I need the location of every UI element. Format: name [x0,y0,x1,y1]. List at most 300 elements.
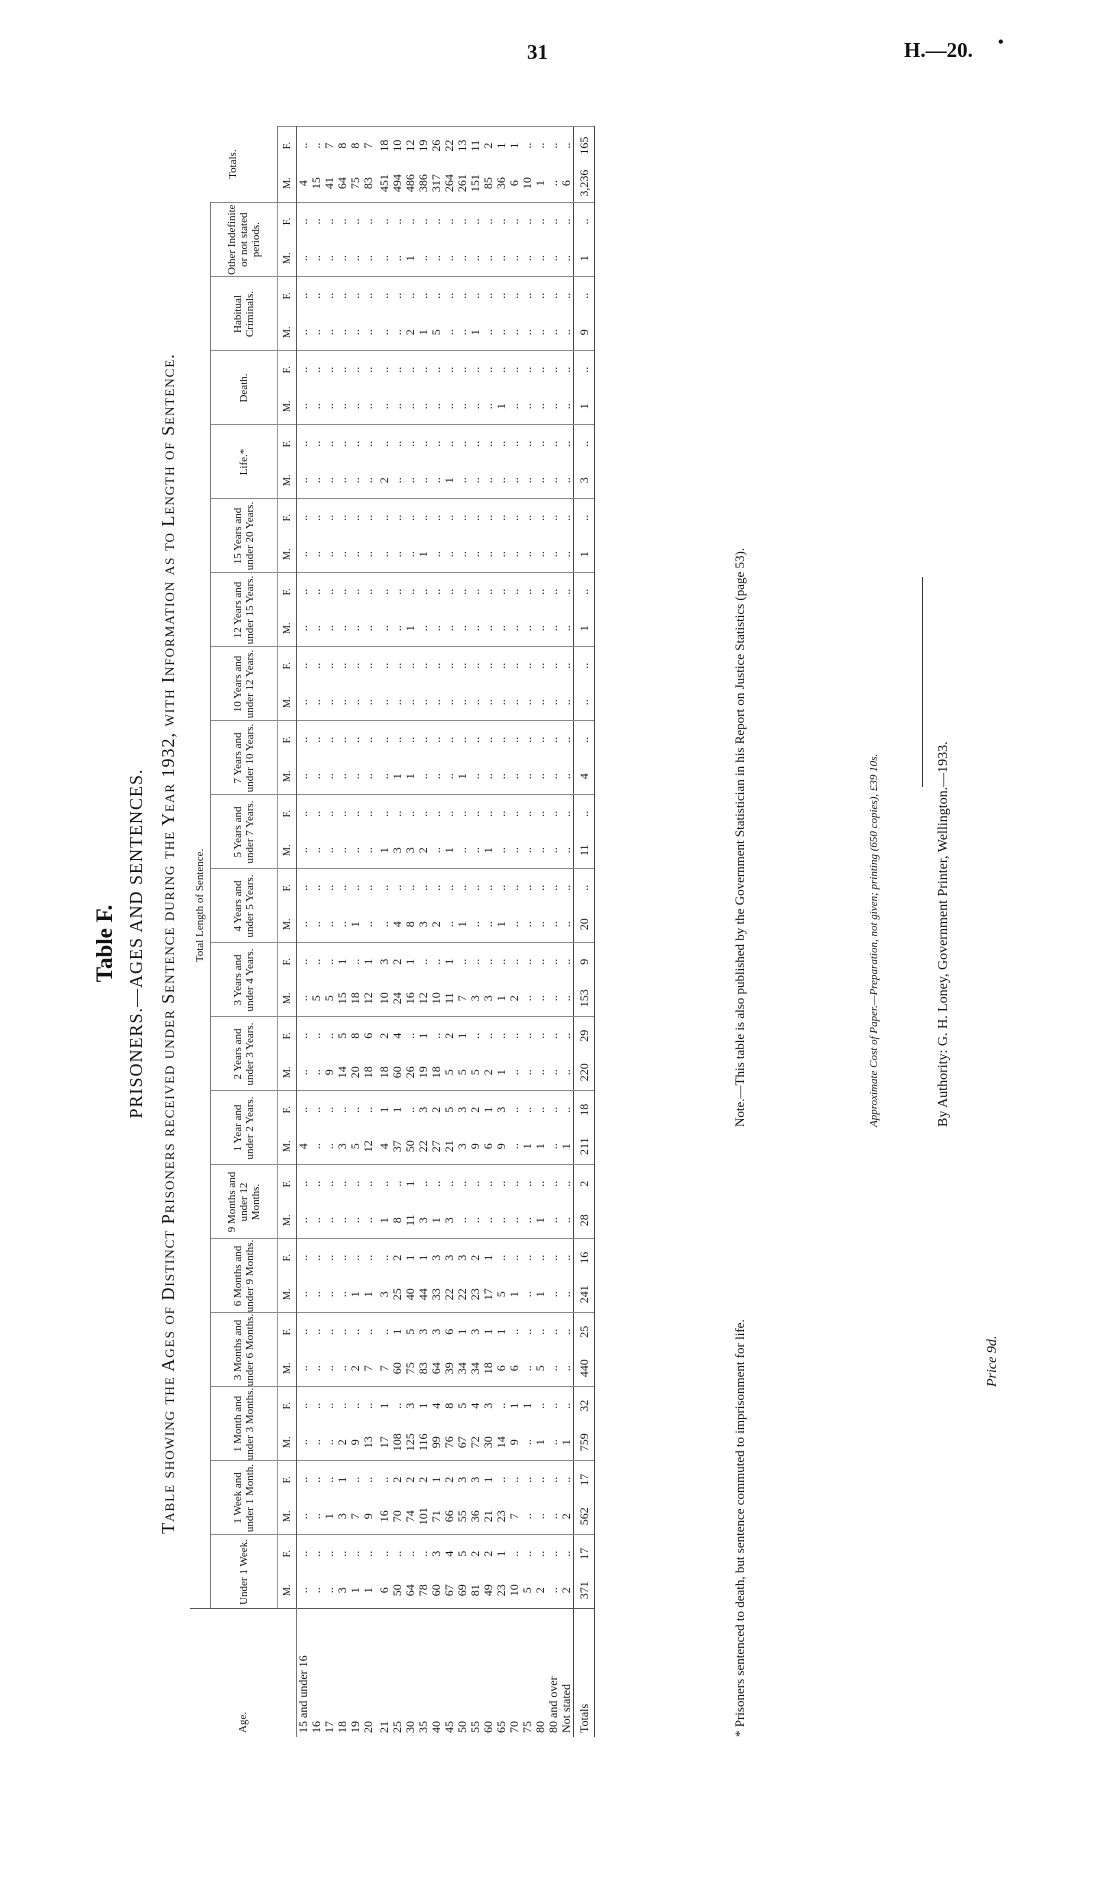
value-cell: .. [362,1461,375,1498]
value-cell: 9 [468,1143,482,1150]
value-cell: .. [323,943,336,980]
value-cell: 67 [455,1436,469,1449]
value-cell: 12 [404,126,417,164]
value-cell: .. [297,1239,311,1276]
value-cell: .. [362,1535,375,1572]
table-row [297,126,311,1737]
value-cell: .. [403,477,417,484]
value-cell: .. [534,795,547,832]
value-cell: .. [508,1313,521,1350]
value-cell: .. [322,1217,336,1224]
age-cell: 35 [417,1609,430,1737]
value-cell: .. [349,1535,362,1572]
value-cell: 40 [403,1288,417,1301]
value-cell: .. [495,1461,508,1498]
age-cell: 18 [336,1609,349,1737]
value-cell: .. [403,403,417,410]
value-cell: .. [547,126,560,164]
value-cell: .. [391,721,404,758]
value-cell: .. [468,847,482,854]
value-cell: 3 [442,1217,456,1224]
total-cell: 3 [574,462,595,499]
age-cell: 60 [482,1609,495,1737]
value-cell: .. [507,773,521,780]
value-cell: 1 [443,943,456,980]
page-number: 31 [527,40,548,64]
value-cell: .. [468,1217,482,1224]
value-cell: 1 [375,1091,391,1128]
value-cell: 5 [520,1587,534,1594]
value-cell: .. [391,425,404,462]
value-cell: .. [495,943,508,980]
value-cell: 4 [296,180,310,187]
value-cell: .. [430,202,443,240]
value-cell: .. [349,795,362,832]
value-cell: .. [322,1439,336,1446]
value-cell: 9 [494,1143,508,1150]
value-cell: .. [309,625,323,632]
value-cell: .. [456,425,469,462]
value-cell: 1 [521,1387,534,1424]
value-cell: .. [297,1165,311,1202]
value-cell: .. [546,1587,560,1594]
value-cell: .. [508,1535,521,1572]
value-cell: 10 [429,992,443,1005]
value-cell: 83 [416,1362,430,1375]
value-cell: .. [534,499,547,536]
value-cell: .. [322,551,336,558]
table-subtitle: PRISONERS.—AGES AND SENTENCES. [126,768,146,1119]
value-cell: .. [375,202,391,240]
value-cell: .. [361,847,375,854]
total-cell: 25 [574,1313,595,1350]
value-cell: .. [521,202,534,240]
value-cell: .. [404,1535,417,1572]
value-cell: .. [336,573,349,610]
value-cell: .. [534,351,547,388]
value-cell: .. [442,255,456,262]
value-cell: .. [390,329,404,336]
total-cell: .. [574,573,595,610]
male-subheader: M. [278,1054,297,1091]
value-cell: .. [456,202,469,240]
value-cell: 1 [495,126,508,164]
value-cell: 2 [469,1091,482,1128]
value-cell: .. [335,551,349,558]
value-cell: 1 [456,1017,469,1054]
value-cell: 5 [533,1365,547,1372]
value-cell: .. [547,499,560,536]
value-cell: 11 [403,1214,417,1227]
value-cell: .. [309,773,323,780]
value-cell: .. [361,551,375,558]
value-cell: .. [521,1535,534,1572]
value-cell: .. [416,477,430,484]
value-cell: .. [443,351,456,388]
value-cell: 1 [508,1387,521,1424]
value-cell: .. [495,1239,508,1276]
value-cell: .. [546,1143,560,1150]
value-cell: 2 [391,1461,404,1498]
value-cell: 2 [391,1239,404,1276]
value-cell: .. [469,647,482,684]
total-cell: .. [574,721,595,758]
value-cell: 13 [456,126,469,164]
value-cell: .. [375,1461,391,1498]
value-cell: .. [547,647,560,684]
value-cell: .. [322,773,336,780]
value-cell: 2 [417,1461,430,1498]
column-group-header: 3 Months and under 6 Months. [211,1313,278,1387]
value-cell: .. [323,1239,336,1276]
value-cell: .. [482,351,495,388]
value-cell: .. [495,277,508,314]
value-cell: .. [559,551,573,558]
value-cell: .. [335,477,349,484]
value-cell: .. [296,1513,310,1520]
value-cell: .. [336,351,349,388]
value-cell: 8 [390,1217,404,1224]
value-cell: .. [391,277,404,314]
total-cell: .. [574,869,595,906]
value-cell: .. [296,847,310,854]
value-cell: .. [455,847,469,854]
male-subheader: M. [278,1276,297,1313]
value-cell: .. [495,869,508,906]
value-cell: 8 [443,1387,456,1424]
value-cell: .. [430,499,443,536]
value-cell: .. [456,1165,469,1202]
value-cell: .. [520,921,534,928]
value-cell: .. [521,277,534,314]
value-cell: .. [559,699,573,706]
total-cell: 3,236 [574,164,595,202]
value-cell: .. [309,255,323,262]
value-cell: 2 [533,1587,547,1594]
value-cell: .. [322,1587,336,1594]
value-cell: .. [309,1439,323,1446]
value-cell: 64 [335,177,349,190]
value-cell: .. [297,126,311,164]
female-subheader: F. [278,1535,297,1572]
value-cell: 1 [456,1313,469,1350]
value-cell: .. [375,425,391,462]
value-cell: 41 [322,177,336,190]
value-cell: 1 [404,943,417,980]
age-cell: 21 [375,1609,391,1737]
price-line: Price 9d. [985,1335,1000,1387]
value-cell: .. [533,847,547,854]
value-cell: .. [322,1291,336,1298]
value-cell: .. [559,921,573,928]
total-cell: 1 [574,536,595,573]
value-cell: .. [296,477,310,484]
value-cell: .. [430,721,443,758]
value-cell: 18 [481,1362,495,1375]
value-cell: .. [481,329,495,336]
value-cell: 1 [520,1143,534,1150]
value-cell: .. [508,647,521,684]
value-cell: .. [508,943,521,980]
value-cell: .. [429,551,443,558]
value-cell: .. [336,1387,349,1424]
value-cell: .. [361,329,375,336]
value-cell: .. [469,425,482,462]
column-group-header: 6 Months and under 9 Months. [211,1239,278,1313]
value-cell: .. [309,847,323,854]
value-cell: .. [507,1143,521,1150]
value-cell: .. [349,943,362,980]
value-cell: 22 [455,1288,469,1301]
value-cell: .. [310,277,323,314]
value-cell: .. [296,403,310,410]
total-cell: .. [574,351,595,388]
value-cell: 1 [482,1239,495,1276]
value-cell: 60 [429,1584,443,1597]
value-cell: 72 [468,1436,482,1449]
value-cell: .. [546,180,560,187]
value-cell: 55 [455,1510,469,1523]
value-cell: .. [416,773,430,780]
value-cell: .. [430,573,443,610]
value-cell: 2 [469,1239,482,1276]
value-cell: 21 [442,1140,456,1153]
header-row-sex [278,126,297,1737]
value-cell: .. [521,721,534,758]
value-cell: .. [430,943,443,980]
value-cell: .. [508,1239,521,1276]
value-cell: .. [296,551,310,558]
value-cell: .. [309,329,323,336]
value-cell: 1 [494,1069,508,1076]
male-subheader: M. [278,164,297,202]
value-cell: .. [309,1291,323,1298]
value-cell: 1 [495,1535,508,1572]
value-cell: .. [348,625,362,632]
footnote: * Prisoners sentenced to death, but sentence commuted to imprisonment for life. [732,1319,747,1737]
value-cell: .. [417,869,430,906]
value-cell: .. [391,1387,404,1424]
value-cell: 2 [482,126,495,164]
value-cell: 6 [507,1365,521,1372]
value-cell: .. [521,351,534,388]
male-subheader: M. [278,1128,297,1165]
value-cell: .. [391,202,404,240]
value-cell: 2 [377,477,391,484]
value-cell: .. [455,403,469,410]
value-cell: .. [546,625,560,632]
value-cell: .. [469,795,482,832]
value-cell: 2 [559,1587,573,1594]
value-cell: .. [507,551,521,558]
age-cell: 55 [469,1609,482,1737]
value-cell: .. [547,1313,560,1350]
total-cell: 211 [574,1128,595,1165]
value-cell: 60 [390,1066,404,1079]
value-cell: .. [481,255,495,262]
female-subheader: F. [278,943,297,980]
value-cell: .. [296,921,310,928]
authority-line: By Authority: G. H. Loney, Government Printer, Wellington.—1933. [936,741,951,1127]
value-cell: .. [547,1239,560,1276]
value-cell: .. [391,1535,404,1572]
value-cell: 19 [417,126,430,164]
value-cell: 5 [456,1535,469,1572]
value-cell: 2 [443,1461,456,1498]
value-cell: .. [520,995,534,1002]
value-cell: 2 [416,847,430,854]
value-cell: .. [508,1017,521,1054]
value-cell: .. [417,1165,430,1202]
value-cell: .. [456,943,469,980]
value-cell: 8 [349,1017,362,1054]
value-cell: 78 [416,1584,430,1597]
value-cell: .. [495,202,508,240]
value-cell: .. [546,551,560,558]
value-cell: .. [349,425,362,462]
value-cell: 5 [336,1017,349,1054]
value-cell: .. [310,499,323,536]
value-cell: .. [481,1217,495,1224]
value-cell: 2 [482,1535,495,1572]
value-cell: .. [362,351,375,388]
value-cell: .. [377,921,391,928]
value-cell: .. [521,1165,534,1202]
value-cell: .. [560,425,574,462]
value-cell: 76 [442,1436,456,1449]
value-cell: .. [494,551,508,558]
value-cell: .. [296,255,310,262]
value-cell: .. [377,773,391,780]
value-cell: .. [507,625,521,632]
value-cell: 15 [309,177,323,190]
value-cell: .. [296,995,310,1002]
value-cell: .. [323,1165,336,1202]
value-cell: .. [335,1291,349,1298]
column-group-header: 5 Years and under 7 Years. [211,795,278,869]
value-cell: .. [468,403,482,410]
value-cell: .. [296,1291,310,1298]
value-cell: .. [534,202,547,240]
value-cell: .. [377,329,391,336]
value-cell: 4 [377,1143,391,1150]
value-cell: .. [297,1313,311,1350]
total-cell: 2 [574,1165,595,1202]
total-cell: .. [574,684,595,721]
value-cell: .. [323,1091,336,1128]
value-cell: 1 [533,1217,547,1224]
value-cell: 1 [377,1217,391,1224]
value-cell: .. [390,551,404,558]
value-cell: .. [482,943,495,980]
value-cell: 25 [390,1288,404,1301]
male-subheader: M. [278,832,297,869]
value-cell: .. [323,277,336,314]
value-cell: .. [481,699,495,706]
total-cell: 9 [574,314,595,351]
value-cell: .. [322,1143,336,1150]
value-cell: 2 [443,1017,456,1054]
value-cell: .. [520,1513,534,1520]
value-cell: .. [456,795,469,832]
table-row [560,126,574,1737]
value-cell: .. [520,1069,534,1076]
value-cell: .. [375,1165,391,1202]
female-subheader: F. [278,277,297,314]
value-cell: .. [430,647,443,684]
age-cell: 19 [349,1609,362,1737]
value-cell: .. [404,721,417,758]
value-cell: .. [507,403,521,410]
value-cell: .. [482,647,495,684]
value-cell: .. [521,573,534,610]
value-cell: 7 [323,126,336,164]
value-cell: .. [547,1535,560,1572]
value-cell: 64 [429,1362,443,1375]
value-cell: .. [391,351,404,388]
value-cell: 44 [416,1288,430,1301]
value-cell: .. [494,773,508,780]
female-subheader: F. [278,425,297,462]
value-cell: .. [391,499,404,536]
value-cell: .. [310,1535,323,1572]
value-cell: .. [495,1165,508,1202]
value-cell: .. [362,647,375,684]
value-cell: .. [348,847,362,854]
value-cell: .. [297,277,311,314]
value-cell: 1 [468,329,482,336]
value-cell: .. [508,425,521,462]
value-cell: 3 [430,1313,443,1350]
value-cell: 1 [494,921,508,928]
value-cell: .. [443,647,456,684]
value-cell: .. [335,699,349,706]
value-cell: .. [534,573,547,610]
value-cell: 3 [335,1143,349,1150]
value-cell: .. [468,921,482,928]
value-cell: .. [404,795,417,832]
value-cell: 2 [348,1365,362,1372]
value-cell: 33 [429,1288,443,1301]
value-cell: .. [323,202,336,240]
value-cell: .. [348,1217,362,1224]
value-cell: .. [559,847,573,854]
value-cell: 3 [416,1217,430,1224]
value-cell: 6 [377,1587,391,1594]
table-row [362,126,375,1737]
value-cell: 5 [443,1091,456,1128]
value-cell: .. [348,699,362,706]
value-cell: .. [559,255,573,262]
value-cell: .. [375,573,391,610]
cost-line: Approximate Cost of Paper.—Preparation, not given; printing (650 copies), £39 10s. [868,753,880,1127]
value-cell: .. [296,1439,310,1446]
total-cell: 165 [574,126,595,164]
value-cell: 6 [507,180,521,187]
value-cell: .. [559,625,573,632]
value-cell: 1 [429,1217,443,1224]
value-cell: 1 [404,1239,417,1276]
female-subheader: F. [278,573,297,610]
value-cell: .. [443,1165,456,1202]
value-cell: .. [404,202,417,240]
value-cell: .. [309,1069,323,1076]
age-cell: 80 [534,1609,547,1737]
value-cell: .. [546,329,560,336]
value-cell: .. [508,1461,521,1498]
value-cell: .. [495,721,508,758]
value-cell: .. [323,647,336,684]
